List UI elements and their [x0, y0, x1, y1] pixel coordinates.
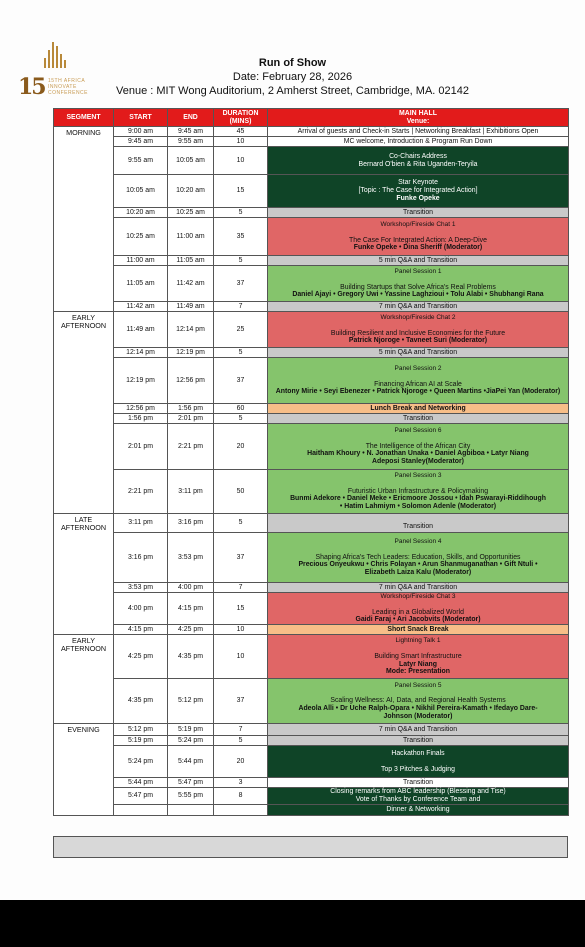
table-row	[54, 805, 569, 816]
table-body	[54, 127, 569, 816]
event-cell	[268, 533, 569, 583]
start-time-cell: 5:12 pm	[114, 724, 168, 736]
event-line: Latyr Niang	[399, 660, 437, 668]
segment-cell: LATE AFTERNOON	[54, 514, 114, 635]
table-row	[54, 736, 569, 746]
duration-cell: 5	[214, 256, 268, 266]
table-row	[54, 266, 569, 302]
start-time-cell: 4:25 pm	[114, 635, 168, 679]
event-line: Vote of Thanks by Conference Team and	[355, 796, 481, 804]
event-line: Mode: Presentation	[386, 668, 450, 676]
end-time-cell: 4:25 pm	[168, 625, 214, 635]
event-line: Panel Session 3	[394, 472, 442, 479]
end-time-cell: 10:20 am	[168, 175, 214, 208]
col-end: END	[168, 109, 214, 127]
start-time-cell: 12:14 pm	[114, 348, 168, 358]
event-line: Star Keynote	[398, 179, 438, 187]
table-row	[54, 127, 569, 137]
duration-cell: 10	[214, 137, 268, 147]
duration-cell: 37	[214, 358, 268, 404]
end-time-cell: 12:14 pm	[168, 312, 214, 348]
event-line: The Case For Integrated Action: A Deep-Dive	[349, 236, 487, 244]
end-time-cell: 5:47 pm	[168, 778, 214, 788]
table-header-row	[54, 109, 569, 127]
table-row	[54, 635, 569, 679]
col-segment: SEGMENT	[54, 109, 114, 127]
start-time-cell: 3:53 pm	[114, 583, 168, 593]
event-line: Transition	[403, 736, 433, 744]
event-line: Elizabeth Laiza Kalu (Moderator)	[364, 569, 472, 577]
table-row	[54, 788, 569, 805]
event-cell	[268, 805, 569, 816]
duration-cell: 8	[214, 788, 268, 805]
duration-cell: 50	[214, 470, 268, 514]
event-line: Leading in a Globalized World	[372, 608, 464, 616]
start-time-cell	[114, 805, 168, 816]
run-of-show-table	[53, 108, 569, 816]
table-row	[54, 679, 569, 724]
screen-bottom-bar	[0, 900, 585, 947]
event-line	[269, 515, 567, 523]
table-row	[54, 414, 569, 424]
duration-cell: 60	[214, 404, 268, 414]
end-time-cell: 3:16 pm	[168, 514, 214, 533]
event-cell	[268, 266, 569, 302]
event-line: Dinner & Networking	[386, 806, 450, 814]
event-line: Patrick Njoroge • Tavneet Suri (Moderator)	[348, 337, 488, 345]
start-time-cell: 11:00 am	[114, 256, 168, 266]
duration-cell: 25	[214, 312, 268, 348]
event-cell	[268, 208, 569, 218]
duration-cell: 3	[214, 778, 268, 788]
event-line: Gaidi Faraj • Ari Jacobvits (Moderator)	[355, 616, 481, 624]
event-line: Building Startups that Solve Africa's Real Problems	[340, 283, 496, 291]
event-line: Short Snack Break	[387, 625, 449, 633]
event-line: Building Smart Infrastructure	[374, 652, 462, 660]
event-line: Johnson (Moderator)	[383, 712, 453, 720]
event-line	[269, 276, 567, 284]
event-cell	[268, 348, 569, 358]
event-line: Shaping Africa's Tech Leaders: Education, Skills, and Opportunities	[315, 553, 521, 561]
event-cell	[268, 593, 569, 625]
table-row	[54, 137, 569, 147]
table-row	[54, 404, 569, 414]
page-title: Run of Show	[258, 57, 327, 69]
event-line: Building Resilient and Inclusive Economies for the Future	[330, 329, 506, 337]
logo-number: 15	[18, 74, 45, 100]
table-row	[54, 424, 569, 470]
event-line: 5 min Q&A and Transition	[378, 256, 458, 264]
duration-cell: 5	[214, 736, 268, 746]
event-line: Antony Mirie • Seyi Ebenezer • Patrick Njoroge • Queen Martins •JiaPei Yan (Moderator)	[275, 388, 561, 396]
event-line: Adeola Alli • Dr Uche Ralph-Opara • Nikhil Pereira-Kamath • Ifedayo Dare-	[298, 705, 538, 713]
start-time-cell: 4:15 pm	[114, 625, 168, 635]
end-time-cell: 4:35 pm	[168, 635, 214, 679]
event-cell	[268, 404, 569, 414]
start-time-cell: 5:19 pm	[114, 736, 168, 746]
event-cell	[268, 424, 569, 470]
table-row	[54, 583, 569, 593]
segment-cell: EARLY AFTERNOON	[54, 635, 114, 724]
event-cell	[268, 175, 569, 208]
end-time-cell: 5:44 pm	[168, 746, 214, 778]
event-line	[269, 645, 567, 653]
start-time-cell: 2:21 pm	[114, 470, 168, 514]
event-cell	[268, 302, 569, 312]
start-time-cell: 3:11 pm	[114, 514, 168, 533]
end-time-cell	[168, 805, 214, 816]
col-main-hall: MAIN HALL Venue:	[268, 109, 569, 127]
event-line: Co-Chairs Address	[389, 152, 447, 160]
start-time-cell: 5:24 pm	[114, 746, 168, 778]
table-row	[54, 358, 569, 404]
end-time-cell: 5:12 pm	[168, 679, 214, 724]
event-line: Futuristic Urban Infrastructure & Policymaking	[347, 487, 489, 495]
table-row	[54, 724, 569, 736]
event-cell	[268, 137, 569, 147]
duration-cell: 5	[214, 514, 268, 533]
duration-cell: 7	[214, 724, 268, 736]
event-line	[269, 689, 567, 697]
duration-cell: 37	[214, 533, 268, 583]
table-footer-bar	[53, 836, 568, 858]
event-line	[269, 435, 567, 443]
duration-cell: 35	[214, 218, 268, 256]
event-line: Lunch Break and Networking	[370, 404, 466, 412]
duration-cell: 5	[214, 414, 268, 424]
event-line: Bunmi Adekore • Daniel Meke • Ericmoore Jossou • Idah Pswarayi-Riddihough	[290, 495, 546, 503]
event-cell	[268, 635, 569, 679]
event-cell	[268, 414, 569, 424]
event-line: Transition	[403, 523, 433, 530]
duration-cell	[214, 805, 268, 816]
event-cell	[268, 736, 569, 746]
duration-cell: 7	[214, 302, 268, 312]
event-cell	[268, 256, 569, 266]
start-time-cell: 5:47 pm	[114, 788, 168, 805]
end-time-cell: 9:55 am	[168, 137, 214, 147]
end-time-cell: 2:01 pm	[168, 414, 214, 424]
duration-cell: 20	[214, 746, 268, 778]
event-line: Haitham Khoury • N. Jonathan Unaka • Daniel Agbiboa • Latyr Niang	[307, 450, 529, 458]
end-time-cell: 11:42 am	[168, 266, 214, 302]
duration-cell: 15	[214, 593, 268, 625]
event-cell	[268, 514, 569, 533]
event-line	[269, 229, 567, 237]
end-time-cell: 2:21 pm	[168, 424, 214, 470]
duration-cell: 5	[214, 348, 268, 358]
start-time-cell: 10:25 am	[114, 218, 168, 256]
event-line: • Hatim Lahmiym • Solomon Adenle (Moderator)	[339, 503, 497, 511]
event-line	[269, 758, 567, 766]
event-cell	[268, 127, 569, 137]
end-time-cell: 3:53 pm	[168, 533, 214, 583]
end-time-cell: 3:11 pm	[168, 470, 214, 514]
table-row	[54, 312, 569, 348]
start-time-cell: 5:44 pm	[114, 778, 168, 788]
end-time-cell: 5:24 pm	[168, 736, 214, 746]
table-row	[54, 147, 569, 175]
event-line: Top 3 Pitches & Judging	[381, 765, 455, 773]
duration-cell: 15	[214, 175, 268, 208]
event-line: Panel Session 1	[394, 267, 442, 275]
end-time-cell: 10:25 am	[168, 208, 214, 218]
event-line: 7 min Q&A and Transition	[378, 583, 458, 591]
event-line: Closing remarks from ABC leadership (Blessing and Tise)	[330, 788, 506, 796]
table-row	[54, 746, 569, 778]
table-row	[54, 208, 569, 218]
event-line	[269, 480, 567, 488]
duration-cell: 37	[214, 679, 268, 724]
table-row	[54, 593, 569, 625]
event-cell	[268, 583, 569, 593]
event-cell	[268, 788, 569, 805]
event-line: Daniel Ajayi • Gregory Uwi • Yassine Laghzioui • Tolu Alabi • Shubhangi Rana	[292, 291, 544, 299]
event-line	[269, 601, 567, 609]
event-date: Date: February 28, 2026	[232, 71, 353, 83]
start-time-cell: 12:19 pm	[114, 358, 168, 404]
table-row	[54, 470, 569, 514]
start-time-cell: 10:05 am	[114, 175, 168, 208]
event-cell	[268, 746, 569, 778]
event-venue: Venue : MIT Wong Auditorium, 2 Amherst Street, Cambridge, MA. 02142	[116, 85, 469, 97]
event-line: Transition	[403, 778, 433, 786]
duration-cell: 37	[214, 266, 268, 302]
event-line: The Intelligence of the African City	[365, 442, 471, 450]
table-row	[54, 175, 569, 208]
end-time-cell: 1:56 pm	[168, 404, 214, 414]
start-time-cell: 10:20 am	[114, 208, 168, 218]
table-row	[54, 533, 569, 583]
start-time-cell: 4:00 pm	[114, 593, 168, 625]
event-line: Financing African AI at Scale	[374, 380, 462, 388]
event-cell	[268, 724, 569, 736]
event-line: Scaling Wellness: AI, Data, and Regional Health Systems	[330, 697, 506, 705]
duration-cell: 5	[214, 208, 268, 218]
end-time-cell: 12:19 pm	[168, 348, 214, 358]
duration-cell: 10	[214, 625, 268, 635]
start-time-cell: 9:55 am	[114, 147, 168, 175]
end-time-cell: 12:56 pm	[168, 358, 214, 404]
event-line: 7 min Q&A and Transition	[378, 725, 458, 733]
event-line: Precious Onyeukwu • Chris Folayan • Arun Shanmuganathan • Gift Ntuli •	[298, 561, 538, 569]
end-time-cell: 11:00 am	[168, 218, 214, 256]
segment-cell: EARLY AFTERNOON	[54, 312, 114, 514]
table-row	[54, 348, 569, 358]
segment-cell: MORNING	[54, 127, 114, 312]
segment-cell: EVENING	[54, 724, 114, 816]
table-row	[54, 256, 569, 266]
event-cell	[268, 679, 569, 724]
start-time-cell: 11:05 am	[114, 266, 168, 302]
event-line: Transition	[403, 414, 433, 422]
duration-cell: 45	[214, 127, 268, 137]
end-time-cell: 5:19 pm	[168, 724, 214, 736]
event-line: Panel Session 4	[394, 538, 442, 545]
event-line: Panel Session 5	[394, 681, 442, 689]
end-time-cell: 10:05 am	[168, 147, 214, 175]
event-line: Bernard O'bien & Rita Uganden-Teryila	[358, 160, 478, 168]
start-time-cell: 9:45 am	[114, 137, 168, 147]
start-time-cell: 12:56 pm	[114, 404, 168, 414]
event-cell	[268, 625, 569, 635]
table-row	[54, 778, 569, 788]
event-line: [Topic : The Case for Integrated Action]	[358, 187, 478, 195]
event-line: Adeposi Stanley(Moderator)	[372, 458, 464, 466]
event-line: Transition	[403, 208, 433, 216]
event-cell	[268, 778, 569, 788]
event-line: Workshop/Fireside Chat 3	[380, 593, 456, 600]
event-line: 7 min Q&A and Transition	[378, 302, 458, 310]
col-duration: DURATION (MINS)	[214, 109, 268, 127]
end-time-cell: 4:00 pm	[168, 583, 214, 593]
duration-cell: 10	[214, 635, 268, 679]
event-line: Workshop/Fireside Chat 2	[380, 313, 456, 321]
event-cell	[268, 312, 569, 348]
start-time-cell: 3:16 pm	[114, 533, 168, 583]
table-row	[54, 218, 569, 256]
event-cell	[268, 147, 569, 175]
col-start: START	[114, 109, 168, 127]
event-line: Panel Session 2	[394, 364, 442, 372]
end-time-cell: 4:15 pm	[168, 593, 214, 625]
event-line	[269, 546, 567, 554]
event-line	[269, 322, 567, 330]
event-line: Panel Session 6	[394, 427, 442, 434]
start-time-cell: 1:56 pm	[114, 414, 168, 424]
table-row	[54, 625, 569, 635]
event-line: Lightning Talk 1	[395, 637, 441, 645]
start-time-cell: 9:00 am	[114, 127, 168, 137]
start-time-cell: 2:01 pm	[114, 424, 168, 470]
event-line: Funke Opeke	[396, 194, 440, 202]
duration-cell: 20	[214, 424, 268, 470]
end-time-cell: 11:05 am	[168, 256, 214, 266]
duration-cell: 10	[214, 147, 268, 175]
event-line: Workshop/Fireside Chat 1	[380, 220, 456, 228]
event-cell	[268, 358, 569, 404]
table-row	[54, 302, 569, 312]
event-line: Funke Opeke • Dina Sheriff (Moderator)	[353, 244, 483, 252]
start-time-cell: 4:35 pm	[114, 679, 168, 724]
event-line: 5 min Q&A and Transition	[378, 348, 458, 356]
event-cell	[268, 218, 569, 256]
duration-cell: 7	[214, 583, 268, 593]
end-time-cell: 11:49 am	[168, 302, 214, 312]
event-cell	[268, 470, 569, 514]
start-time-cell: 11:49 am	[114, 312, 168, 348]
table-row	[54, 514, 569, 533]
end-time-cell: 9:45 am	[168, 127, 214, 137]
event-line: Hackathon Finals	[391, 749, 445, 757]
event-line: Arrival of guests and Check-in Starts | Networking Breakfast | Exhibitions Open	[297, 127, 539, 135]
event-line	[269, 373, 567, 381]
event-line: MC welcome, Introduction & Program Run Down	[343, 137, 493, 145]
end-time-cell: 5:55 pm	[168, 788, 214, 805]
start-time-cell: 11:42 am	[114, 302, 168, 312]
logo-tagline: 15TH AFRICA INNOVATE CONFERENCE	[48, 78, 89, 96]
